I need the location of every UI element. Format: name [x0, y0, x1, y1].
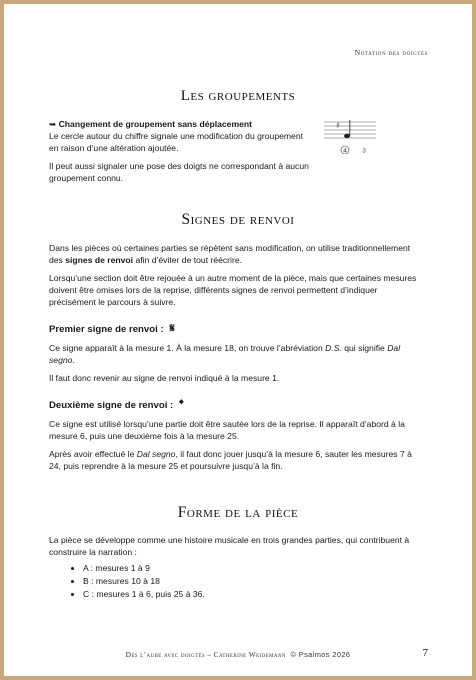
running-head: Notation des doigtés — [354, 48, 428, 57]
coda-icon: 𝄌 — [179, 397, 184, 411]
renvoi-paragraph-2: Lorsqu’une section doit être rejouée à un autre moment de la pièce, mais que certaines mesures doivent être omises lors de la reprise, différents signes de renvoi permettent d’indiquer précisément le parcours à suivre. — [49, 273, 417, 307]
groupements-paragraph-2: Il peut aussi signaler une pose des doigts ne correspondant à aucun groupement connu. — [49, 161, 309, 183]
footer-text — [4, 650, 472, 659]
footer-book-title: Dès l’aube avec doigtés — [125, 650, 206, 659]
segno-icon: 𝄋 — [169, 321, 175, 335]
first-sign-paragraph-1: Ce signe apparaît à la mesure 1. À la mesure 18, on trouve l’abréviation D.S. qui signifie Dal segno. — [49, 343, 401, 365]
fingering-staff-figure — [322, 116, 378, 154]
second-sign-heading: Deuxième signe de renvoi : 𝄌 — [49, 397, 184, 411]
circled-finger-label: 4 — [343, 147, 347, 154]
page-number: 7 — [422, 647, 428, 659]
section-title-groupements: Les groupements — [180, 88, 296, 104]
forme-body — [49, 534, 421, 601]
arrow-icon: ➥ — [49, 119, 57, 129]
list-item: • C : mesures 1 à 6, puis 25 à 36. — [83, 588, 421, 600]
sharp-icon: ♯ — [336, 121, 340, 130]
renvoi-intro: Dans les pièces où certaines parties se répètent sans modification, on utilise traditionnellement des signes de renvoi afin d’éviter de tout réécrire. — [49, 243, 411, 265]
parts-list — [49, 562, 421, 600]
finger-label: 3 — [362, 147, 366, 154]
first-sign-paragraph-2: Il faut donc revenir au signe de renvoi indiqué à la mesure 1. — [49, 373, 280, 383]
section-title-renvoi: Signes de renvoi — [181, 211, 295, 228]
footer-separator: – — [207, 650, 212, 659]
page — [4, 4, 472, 676]
groupements-subheading: ➥ Changement de groupement sans déplacement — [49, 119, 252, 129]
forme-paragraph: La pièce se développe comme une histoire musicale en trois grandes parties, qui contribuent à construire la narration : — [49, 535, 410, 557]
list-item: • B : mesures 10 à 18 — [83, 575, 421, 587]
second-sign-paragraph-2: Après avoir effectué le Dal segno, il faut donc jouer jusqu’à la mesure 6, sauter les mesures 7 à 24, puis reprendre à la mesure 25 et poursuivre jusqu’à la fin. — [49, 449, 412, 471]
section-title-forme: Forme de la pièce — [177, 504, 299, 521]
renvoi-body — [49, 242, 421, 478]
groupements-body — [49, 118, 311, 190]
groupements-paragraph-1: Le cercle autour du chiffre signale une modification du groupement en raison d’une altération ajoutée. — [49, 131, 303, 153]
list-item: • A : mesures 1 à 9 — [83, 562, 421, 574]
first-sign-heading: Premier signe de renvoi : 𝄋 — [49, 321, 175, 335]
footer-author: Catherine Weidemann — [213, 650, 286, 659]
footer-copyright: © Psalmos 2026 — [290, 650, 351, 659]
second-sign-paragraph-1: Ce signe est utilisé lorsqu’une partie doit être sautée lors de la reprise. Il apparaît d’abord à la mesure 6, puis une deuxième fois à la mesure 25. — [49, 419, 405, 441]
